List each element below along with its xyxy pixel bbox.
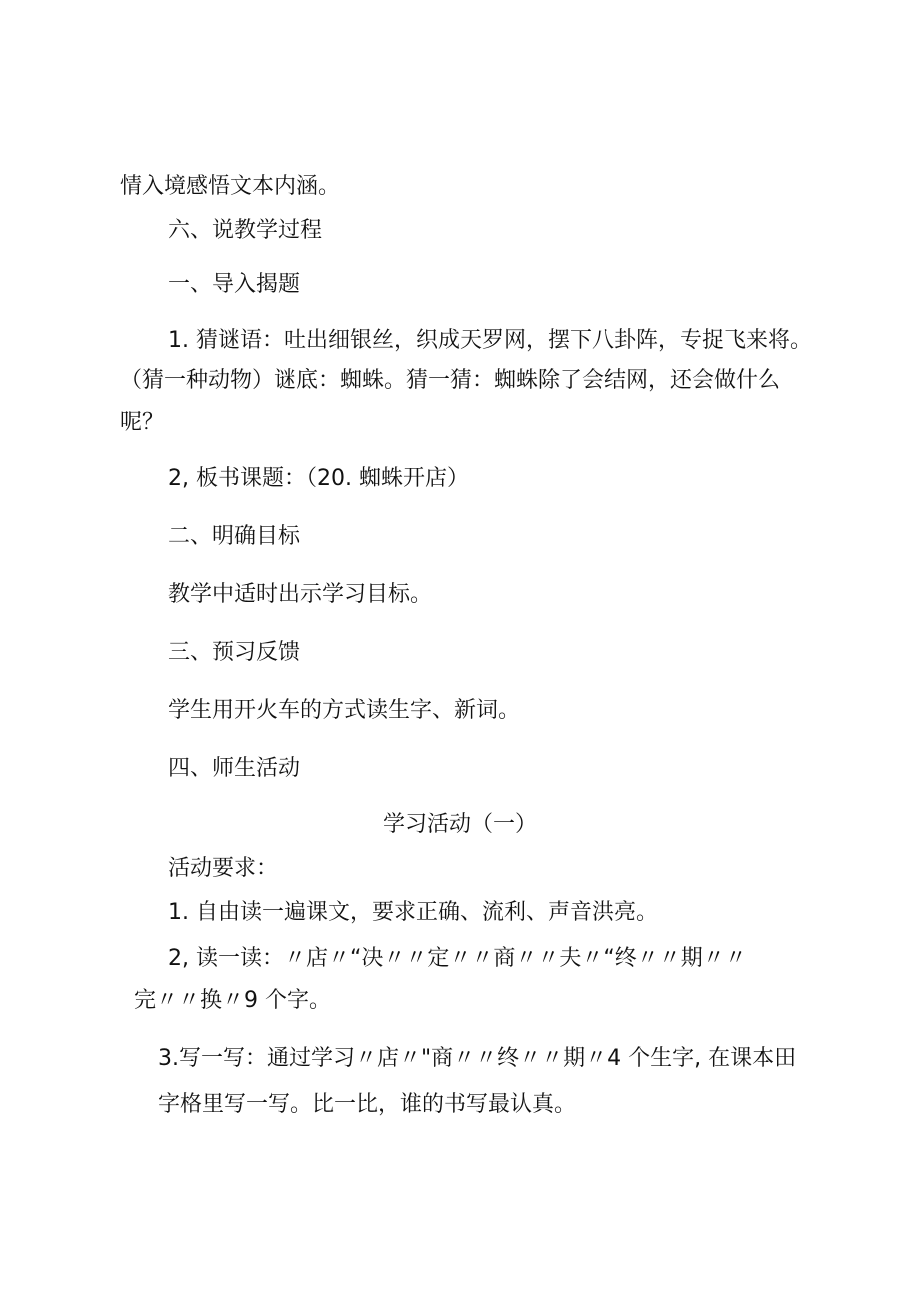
riddle-line-1: 1. 猜谜语：吐出细银丝，织成天罗网，摆下八卦阵，专捉飞来将。 [168, 328, 812, 353]
goals-text: 教学中适时出示学习目标。 [168, 582, 433, 607]
requirement-item-3-line-2: 字格里写一写。比一比，谁的书写最认真。 [158, 1092, 577, 1117]
step-heading-goals: 二、明确目标 [168, 524, 301, 549]
step-heading-introduction: 一、导入揭题 [168, 272, 301, 297]
riddle-line-2: （猜一种动物）谜底：蜘蛛。猜一猜：蜘蛛除了会结网，还会做什么 [120, 368, 781, 393]
riddle-line-3: 呢？ [120, 410, 165, 435]
section-heading-teaching-process: 六、说教学过程 [168, 218, 323, 243]
board-title-line: 2, 板书课题：（20. 蜘蛛开店） [168, 466, 469, 491]
requirement-item-2-line-1: 2, 读一读：〃店〃“决〃〃定〃〃商〃〃夫〃“终〃〃期〃〃 [168, 946, 747, 971]
step-heading-preview-feedback: 三、预习反馈 [168, 640, 301, 665]
activity-requirements-label: 活动要求： [168, 856, 279, 881]
activity-title: 学习活动（一） [382, 812, 537, 837]
requirement-item-3-line-1: 3.写一写：通过学习〃店〃"商〃〃终〃〃期〃4 个生字, 在课本田 [158, 1046, 797, 1071]
step-heading-activities: 四、师生活动 [168, 756, 301, 781]
requirement-item-2-line-2: 完〃〃换〃9 个字。 [134, 988, 331, 1013]
preview-feedback-text: 学生用开火车的方式读生字、新词。 [168, 698, 521, 723]
requirement-item-1: 1. 自由读一遍课文，要求正确、流利、声音洪亮。 [168, 900, 658, 925]
paragraph-continuation: 情入境感悟文本内涵。 [120, 174, 341, 199]
